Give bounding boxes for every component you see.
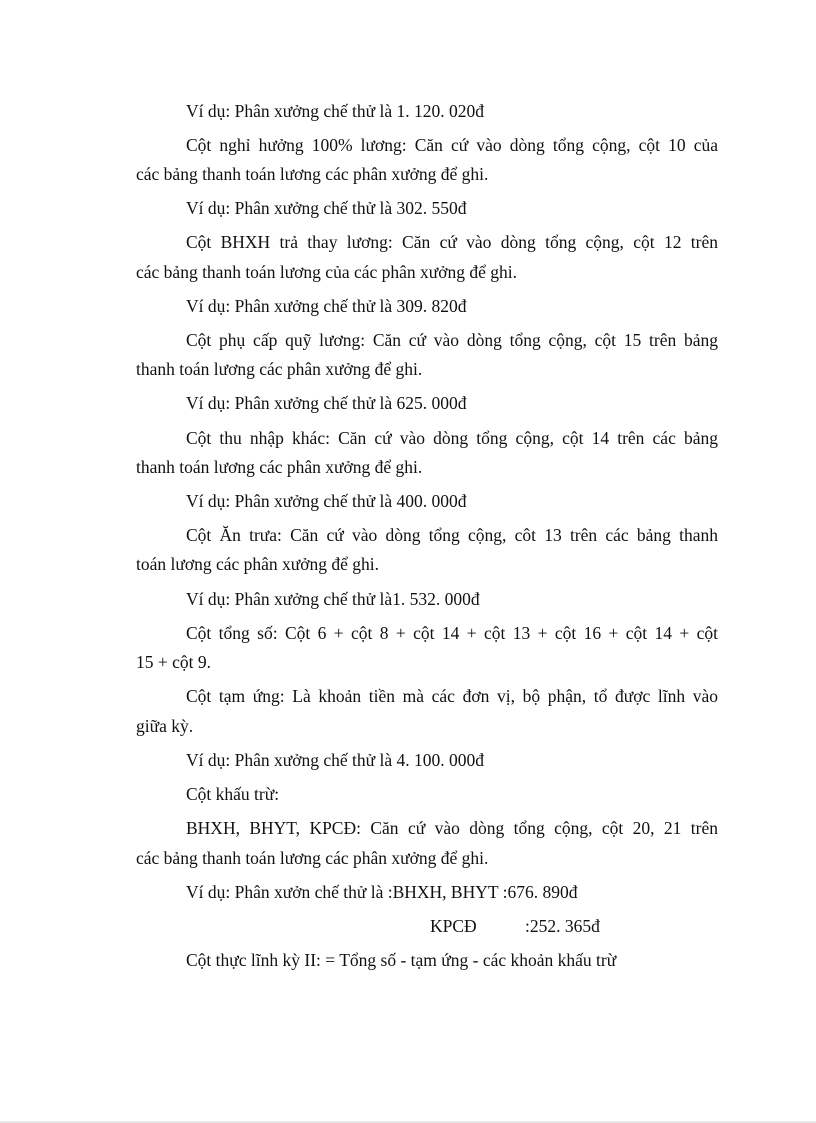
- section-heading: Cột khấu trừ:: [186, 784, 280, 804]
- paragraph-line: 15 + cột 9.: [136, 652, 211, 672]
- example-line: Ví dụ: Phân xưởng chế thử là 309. 820đ: [186, 296, 467, 316]
- kpcd-value: :252. 365đ: [525, 916, 600, 936]
- paragraph-line: Cột BHXH trả thay lương: Căn cứ vào dòng tổng cộng, cột 12 trên: [186, 232, 718, 252]
- example-line: Ví dụ: Phân xưởng chế thử là 302. 550đ: [186, 198, 467, 218]
- paragraph-line: BHXH, BHYT, KPCĐ: Căn cứ vào dòng tổng cộng, cột 20, 21 trên: [186, 818, 718, 838]
- example-line: Ví dụ: Phân xưởng chế thử là 400. 000đ: [186, 491, 467, 511]
- kpcd-label: KPCĐ: [430, 916, 477, 936]
- paragraph-line: các bảng thanh toán lương các phân xưởng để ghi.: [136, 848, 489, 868]
- example-line: Ví dụ: Phân xưởng chế thử là 4. 100. 000đ: [186, 750, 484, 770]
- example-line: Ví dụ: Phân xưởng chế thử là1. 532. 000đ: [186, 589, 480, 609]
- paragraph-line: Cột phụ cấp quỹ lương: Căn cứ vào dòng tổng cộng, cột 15 trên bảng: [186, 330, 718, 350]
- paragraph-line: Cột thực lĩnh kỳ II: = Tổng số - tạm ứng - các khoản khấu trừ: [186, 950, 617, 970]
- example-line: Ví dụ: Phân xưởng chế thử là 1. 120. 020đ: [186, 101, 484, 121]
- paragraph-line: toán lương các phân xưởng để ghi.: [136, 554, 380, 574]
- paragraph-line: thanh toán lương các phân xưởng để ghi.: [136, 457, 423, 477]
- example-line: Ví dụ: Phân xưởn chế thử là :BHXH, BHYT :676. 890đ: [186, 882, 578, 902]
- paragraph-line: thanh toán lương các phân xưởng để ghi.: [136, 359, 423, 379]
- paragraph-line: Cột tạm ứng: Là khoản tiền mà các đơn vị, bộ phận, tổ được lĩnh vào: [186, 686, 718, 706]
- paragraph-line: Cột thu nhập khác: Căn cứ vào dòng tổng cộng, cột 14 trên các bảng: [186, 428, 718, 448]
- paragraph-line: Cột tổng số: Cột 6 + cột 8 + cột 14 + cột 13 + cột 16 + cột 14 + cột: [186, 623, 718, 643]
- paragraph-line: các bảng thanh toán lương các phân xưởng để ghi.: [136, 164, 489, 184]
- paragraph-line: các bảng thanh toán lương của các phân xưởng để ghi.: [136, 262, 518, 282]
- paragraph-line: giữa kỳ.: [136, 716, 194, 736]
- paragraph-line: Cột nghỉ hưởng 100% lương: Căn cứ vào dòng tổng cộng, cột 10 của: [186, 135, 718, 155]
- paragraph-line: Cột Ăn trưa: Căn cứ vào dòng tổng cộng, côt 13 trên các bảng thanh: [186, 525, 718, 545]
- example-line: Ví dụ: Phân xưởng chế thử là 625. 000đ: [186, 393, 467, 413]
